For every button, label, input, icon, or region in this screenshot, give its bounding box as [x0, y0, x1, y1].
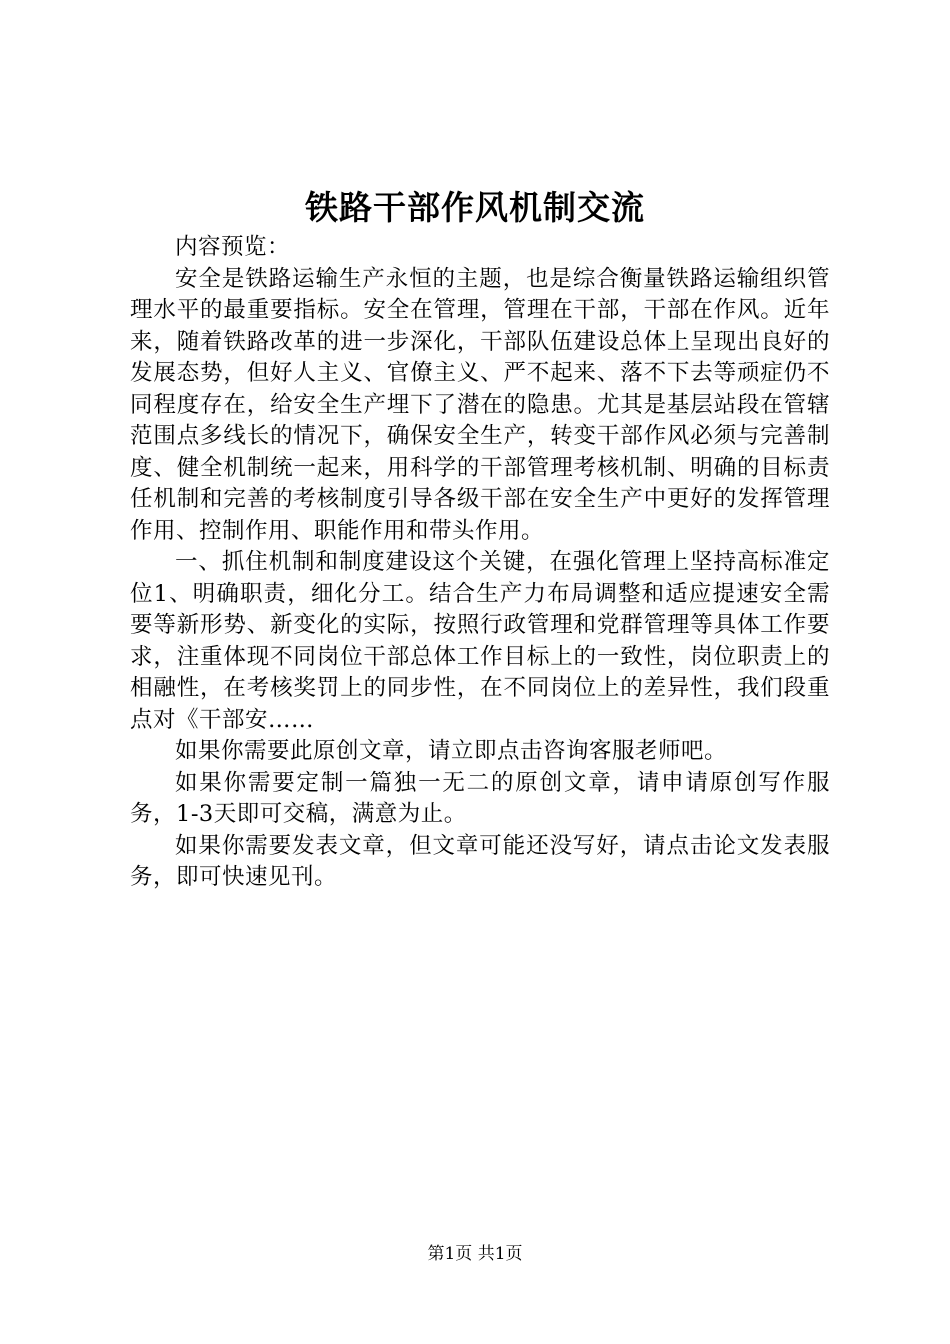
page-footer: 第1页 共1页	[427, 1244, 523, 1264]
document-body	[130, 232, 830, 894]
paragraph-consult-service: 如果你需要此原创文章，请立即点击咨询客服老师吧。	[175, 738, 728, 764]
document-title: 铁路干部作风机制交流	[305, 188, 645, 227]
paragraph-intro: 安全是铁路运输生产永恒的主题，也是综合衡量铁路运输组织管理水平的最重要指标。安全在管理，管理在干部，干部在作风。近年来，随着铁路改革的进一步深化，干部队伍建设总体上呈现出良好的发展态势，但好人主义、官僚主义、严不起来、落不下去等顽症仍不同程度存在，给安全生产埋下了潜在的隐患。尤其是基层站段在管辖范围点多线长的情况下，确保安全生产，转变干部作风必须与完善制度、健全机制统一起来，用科学的干部管理考核机制、明确的目标责任机制和完善的考核制度引导各级干部在安全生产中更好的发挥管理作用、控制作用、职能作用和带头作用。	[130, 265, 830, 544]
paragraph-custom-writing: 如果你需要定制一篇独一无二的原创文章，请申请原创写作服务，1-3天即可交稿，满意为止。	[130, 769, 830, 827]
paragraph-section-one: 一、抓住机制和制度建设这个关键，在强化管理上坚持高标准定位1、明确职责，细化分工。结合生产力布局调整和适应提速安全需要等新形势、新变化的实际，按照行政管理和党群管理等具体工作要求，注重体现不同岗位干部总体工作目标上的一致性，岗位职责上的相融性，在考核奖罚上的同步性，在不同岗位上的差异性，我们段重点对《干部安……	[130, 549, 830, 733]
preview-label: 内容预览：	[175, 234, 291, 260]
paragraph-publish-service: 如果你需要发表文章，但文章可能还没写好，请点击论文发表服务，即可快速见刊。	[130, 832, 830, 890]
